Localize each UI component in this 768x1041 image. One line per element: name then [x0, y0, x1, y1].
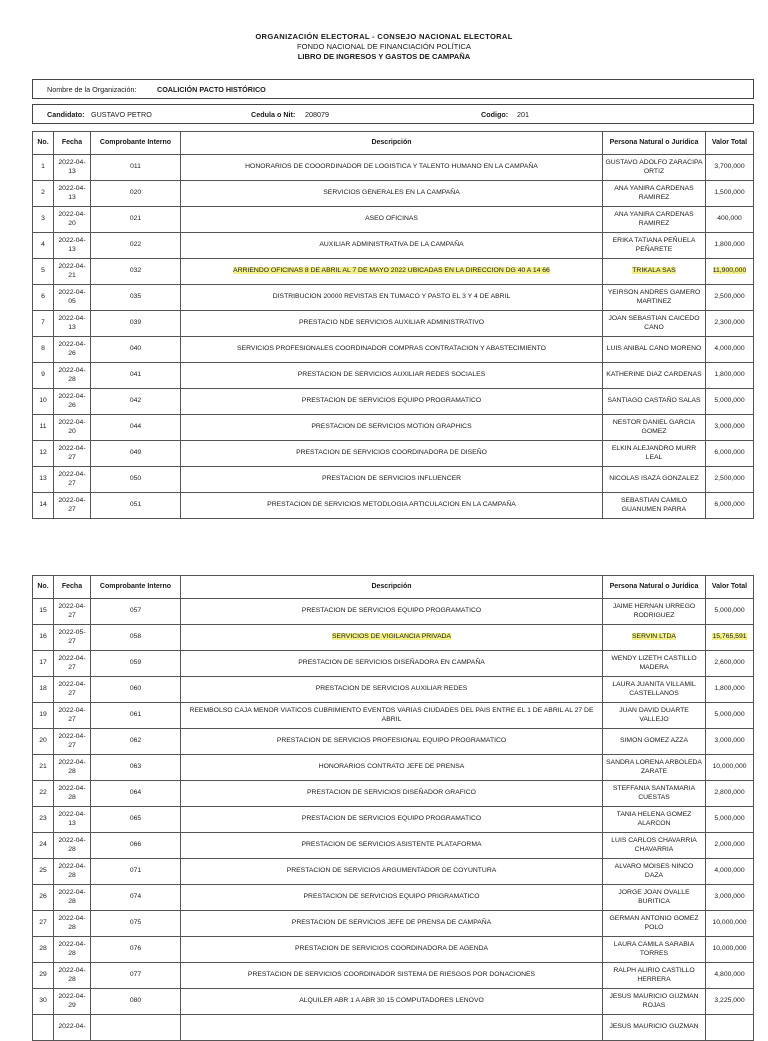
- row-description: PRESTACION DE SERVICIOS EQUIPO PROGRAMATICO: [181, 807, 603, 833]
- row-description-highlighted: SERVICIOS DE VIGILANCIA PRIVADA: [331, 633, 452, 641]
- row-description: DISTRIBUCION 20000 REVISTAS EN TUMACO Y PASTO EL 3 Y 4 DE ABRIL: [181, 285, 603, 311]
- table-row: [33, 1015, 754, 1041]
- row-voucher: [91, 1015, 181, 1041]
- codigo-value: 201: [517, 110, 529, 119]
- row-payee: NESTOR DANIEL GARCIA GOMEZ: [603, 415, 706, 441]
- row-voucher: 051: [91, 493, 181, 519]
- row-description: PRESTACION DE SERVICIOS EQUIPO PROGRAMATICO: [181, 599, 603, 625]
- row-amount: 4,000,000: [706, 859, 754, 885]
- col-comprobante: Comprobante Interno: [91, 132, 181, 155]
- row-number: 17: [33, 651, 54, 677]
- row-amount: 400,000: [706, 207, 754, 233]
- row-amount: 10,000,000: [706, 911, 754, 937]
- row-amount: 6,000,000: [706, 493, 754, 519]
- row-number: 25: [33, 859, 54, 885]
- col-no: No.: [33, 576, 54, 599]
- row-number: 22: [33, 781, 54, 807]
- row-voucher: 062: [91, 729, 181, 755]
- row-number: 5: [33, 259, 54, 285]
- row-description: HONORARIOS DE COOORDINADOR DE LOGISTICA Y TALENTO HUMANO EN LA CAMPAÑA: [181, 155, 603, 181]
- row-date: 2022-04-20: [54, 207, 91, 233]
- table-row: [33, 625, 754, 651]
- row-description: ALQUILER ABR 1 A ABR 30 15 COMPUTADORES LENOVO: [181, 989, 603, 1015]
- row-voucher: 050: [91, 467, 181, 493]
- row-date: 2022-04-27: [54, 729, 91, 755]
- row-voucher: 077: [91, 963, 181, 989]
- row-payee: GUSTAVO ADOLFO ZARACIPA ORTIZ: [603, 155, 706, 181]
- row-amount: 2,600,000: [706, 651, 754, 677]
- row-date: 2022-04-28: [54, 755, 91, 781]
- row-voucher: 039: [91, 311, 181, 337]
- col-valor: Valor Total: [706, 132, 754, 155]
- table-row: [33, 781, 754, 807]
- row-amount: 3,225,000: [706, 989, 754, 1015]
- row-voucher: 044: [91, 415, 181, 441]
- row-amount: 2,500,000: [706, 467, 754, 493]
- col-persona: Persona Natural o Jurídica: [603, 576, 706, 599]
- row-voucher: 066: [91, 833, 181, 859]
- row-amount: 2,300,000: [706, 311, 754, 337]
- row-description: PRESTACION DE SERVICIOS EQUIPO PROGRAMATICO: [181, 389, 603, 415]
- row-date: 2022-04-13: [54, 807, 91, 833]
- row-description: ASEO OFICINAS: [181, 207, 603, 233]
- row-date: 2022-04-27: [54, 599, 91, 625]
- table-row: [33, 285, 754, 311]
- row-description: PRESTACION DE SERVICIOS METODLOGIA ARTICULACION EN LA CAMPAÑA: [181, 493, 603, 519]
- row-payee: LUIS ANIBAL CANO MORENO: [603, 337, 706, 363]
- row-description: PRESTACION DE SERVICIOS INFLUENCER: [181, 467, 603, 493]
- codigo-label: Codigo:: [481, 110, 509, 119]
- row-amount: 1,500,000: [706, 181, 754, 207]
- row-payee: [603, 625, 706, 651]
- cedula-value: 208079: [305, 110, 329, 119]
- row-date: 2022-04-28: [54, 781, 91, 807]
- row-amount: 1,800,000: [706, 233, 754, 259]
- row-payee: SANDRA LORENA ARBOLEDA ZARATE: [603, 755, 706, 781]
- row-amount: 3,000,000: [706, 415, 754, 441]
- row-voucher: 021: [91, 207, 181, 233]
- row-date: 2022-04-27: [54, 493, 91, 519]
- table-header-row: [33, 132, 754, 155]
- row-payee: WENDY LIZETH CASTILLO MADERA: [603, 651, 706, 677]
- row-amount-highlighted: 11,900,000: [712, 267, 747, 275]
- table-row: [33, 677, 754, 703]
- row-payee: RALPH ALIRIO CASTILLO HERRERA: [603, 963, 706, 989]
- row-voucher: 061: [91, 703, 181, 729]
- table-row: [33, 989, 754, 1015]
- table-row: [33, 181, 754, 207]
- row-payee: [603, 259, 706, 285]
- row-amount: 5,000,000: [706, 807, 754, 833]
- row-date: 2022-04-28: [54, 885, 91, 911]
- row-payee-highlighted: TRIKALA SAS: [632, 267, 676, 275]
- row-amount: 3,000,000: [706, 729, 754, 755]
- expense-table-2: [32, 575, 754, 1041]
- table-row: [33, 833, 754, 859]
- header-line-3: LIBRO DE INGRESOS Y GASTOS DE CAMPAÑA: [297, 52, 471, 61]
- organization-label: Nombre de la Organización:: [47, 85, 137, 94]
- row-number: 4: [33, 233, 54, 259]
- table-row: [33, 911, 754, 937]
- row-number: 30: [33, 989, 54, 1015]
- row-payee: ANA YANIRA CARDENAS RAMIREZ: [603, 181, 706, 207]
- row-date: 2022-04-13: [54, 311, 91, 337]
- candidate-box: [32, 104, 754, 124]
- row-voucher: 065: [91, 807, 181, 833]
- row-number: 20: [33, 729, 54, 755]
- row-payee: KATHERINE DIAZ CARDENAS: [603, 363, 706, 389]
- col-descripcion: Descripción: [181, 576, 603, 599]
- row-number: 6: [33, 285, 54, 311]
- row-voucher: 071: [91, 859, 181, 885]
- row-number: 27: [33, 911, 54, 937]
- row-amount: 3,700,000: [706, 155, 754, 181]
- table-row: [33, 415, 754, 441]
- row-voucher: 040: [91, 337, 181, 363]
- row-number: 26: [33, 885, 54, 911]
- row-number: [33, 1015, 54, 1041]
- row-payee: ELKIN ALEJANDRO MURR LEAL: [603, 441, 706, 467]
- row-payee: LUIS CARLOS CHAVARRIA CHAVARRIA: [603, 833, 706, 859]
- row-payee: JESUS MAURICIO GUZMAN: [603, 1015, 706, 1041]
- row-payee: ERIKA TATIANA PEÑUELA PEÑARETE: [603, 233, 706, 259]
- row-date: 2022-04-20: [54, 415, 91, 441]
- row-number: 9: [33, 363, 54, 389]
- cedula-label: Cedula o Nit:: [251, 110, 296, 119]
- row-date: 2022-04-13: [54, 181, 91, 207]
- row-number: 13: [33, 467, 54, 493]
- row-description: PRESTACION DE SERVICIOS JEFE DE PRENSA DE CAMPAÑA: [181, 911, 603, 937]
- row-voucher: 020: [91, 181, 181, 207]
- col-valor: Valor Total: [706, 576, 754, 599]
- row-payee: SANTIAGO CASTAÑO SALAS: [603, 389, 706, 415]
- row-payee: NICOLAS ISAZA GONZALEZ: [603, 467, 706, 493]
- row-description: HONORARIOS CONTRATO JEFE DE PRENSA: [181, 755, 603, 781]
- row-voucher: 074: [91, 885, 181, 911]
- row-description-highlighted: ARRIENDO OFICINAS 8 DE ABRIL AL 7 DE MAYO 2022 UBICADAS EN LA DIRECCION DG 40 A 14 66: [233, 267, 550, 275]
- row-date: 2022-04-29: [54, 989, 91, 1015]
- row-description: SERVICIOS PROFESIONALES COORDINADOR COMPRAS CONTRATACION Y ABASTECIMIENTO: [181, 337, 603, 363]
- row-voucher: 059: [91, 651, 181, 677]
- table-row: [33, 651, 754, 677]
- row-payee: STEFFANIA SANTAMARIA CUESTAS: [603, 781, 706, 807]
- row-amount: 5,000,000: [706, 599, 754, 625]
- row-amount: 1,800,000: [706, 363, 754, 389]
- row-date: 2022-05-27: [54, 625, 91, 651]
- row-date: 2022-04-28: [54, 937, 91, 963]
- col-fecha: Fecha: [54, 576, 91, 599]
- row-payee: ALVARO MOISES NINCO DAZA: [603, 859, 706, 885]
- table-row: [33, 703, 754, 729]
- row-voucher: 042: [91, 389, 181, 415]
- row-payee: JUAN DAVID DUARTE VALLEJO: [603, 703, 706, 729]
- row-description: PRESTACION DE SERVICIOS AUXILIAR REDES SOCIALES: [181, 363, 603, 389]
- row-payee: LAURA CAMILA SARABIA TORRES: [603, 937, 706, 963]
- row-amount-highlighted: 15,765,591: [712, 633, 747, 641]
- row-amount: 6,000,000: [706, 441, 754, 467]
- row-voucher: 011: [91, 155, 181, 181]
- row-description: PRESTACION DE SERVICIOS AUXILIAR REDES: [181, 677, 603, 703]
- row-description: PRESTACIO NDE SERVICIOS AUXILIAR ADMINISTRATIVO: [181, 311, 603, 337]
- row-voucher: 057: [91, 599, 181, 625]
- row-description: [181, 1015, 603, 1041]
- header-line-1: ORGANIZACIÓN ELECTORAL - CONSEJO NACIONAL ELECTORAL: [255, 32, 513, 41]
- row-description: REEMBOLSO CAJA MENOR VIATICOS CUBRIMIENTO EVENTOS VARIAS CIUDADES DEL PAIS ENTRE EL 1 DE ABRIL AL 27 DE ABRIL: [181, 703, 603, 729]
- row-amount: 2,800,000: [706, 781, 754, 807]
- row-date: 2022-04-05: [54, 285, 91, 311]
- table-row: [33, 441, 754, 467]
- row-amount: 2,000,000: [706, 833, 754, 859]
- row-number: 10: [33, 389, 54, 415]
- row-number: 23: [33, 807, 54, 833]
- row-date: 2022-04-26: [54, 389, 91, 415]
- row-amount: 4,000,000: [706, 337, 754, 363]
- row-number: 15: [33, 599, 54, 625]
- row-date: 2022-04-27: [54, 703, 91, 729]
- row-voucher: 035: [91, 285, 181, 311]
- table-row: [33, 885, 754, 911]
- row-number: 24: [33, 833, 54, 859]
- row-date: 2022-04-21: [54, 259, 91, 285]
- row-amount: [706, 625, 754, 651]
- header-line-2: FONDO NACIONAL DE FINANCIACIÓN POLÍTICA: [297, 42, 471, 51]
- row-date: 2022-04-13: [54, 155, 91, 181]
- row-number: 21: [33, 755, 54, 781]
- row-amount: 3,000,000: [706, 885, 754, 911]
- row-number: 2: [33, 181, 54, 207]
- row-date: 2022-04-13: [54, 233, 91, 259]
- table-row: [33, 389, 754, 415]
- row-voucher: 063: [91, 755, 181, 781]
- expense-table-1: [32, 131, 754, 519]
- row-number: 29: [33, 963, 54, 989]
- row-description: AUXILIAR ADMINISTRATIVA DE LA CAMPAÑA: [181, 233, 603, 259]
- row-voucher: 058: [91, 625, 181, 651]
- row-payee: TANIA HELENA GOMEZ ALARCON: [603, 807, 706, 833]
- table-row: [33, 467, 754, 493]
- row-voucher: 049: [91, 441, 181, 467]
- table-row: [33, 963, 754, 989]
- row-description: [181, 625, 603, 651]
- organization-name: COALICIÓN PACTO HISTÓRICO: [157, 85, 266, 94]
- row-voucher: 060: [91, 677, 181, 703]
- table-row: [33, 859, 754, 885]
- row-payee: GERMAN ANTONIO GOMEZ POLO: [603, 911, 706, 937]
- row-voucher: 022: [91, 233, 181, 259]
- row-voucher: 064: [91, 781, 181, 807]
- row-voucher: 075: [91, 911, 181, 937]
- table-row: [33, 729, 754, 755]
- row-date: 2022-04-27: [54, 677, 91, 703]
- row-date: 2022-04-28: [54, 859, 91, 885]
- row-amount: 1,800,000: [706, 677, 754, 703]
- row-description: PRESTACION DE SERVICIOS PROFESIONAL EQUIPO PROGRAMATICO: [181, 729, 603, 755]
- row-date: 2022-04-28: [54, 963, 91, 989]
- row-date: 2022-04-28: [54, 363, 91, 389]
- row-description: PRESTACION DE SERVICIOS DISEÑADORA EN CAMPAÑA: [181, 651, 603, 677]
- table-row: [33, 259, 754, 285]
- row-description: PRESTACION DE SERVICIOS COORDINADOR SISTEMA DE RIESGOS POR DONACIONES: [181, 963, 603, 989]
- table-row: [33, 493, 754, 519]
- row-number: 11: [33, 415, 54, 441]
- row-payee: YEIRSON ANDRES GAMERO MARTINEZ: [603, 285, 706, 311]
- row-payee: JORGE JOAN OVALLE BURITICA: [603, 885, 706, 911]
- row-description: [181, 259, 603, 285]
- row-voucher: 080: [91, 989, 181, 1015]
- table-row: [33, 807, 754, 833]
- document-header: [0, 32, 768, 62]
- row-payee: ANA YANIRA CARDENAS RAMIREZ: [603, 207, 706, 233]
- row-description: PRESTACION DE SERVICIOS ASISTENTE PLATAFORMA: [181, 833, 603, 859]
- row-number: 1: [33, 155, 54, 181]
- row-description: PRESTACION DE SERVICIOS ARGUMENTADOR DE COYUNTURA: [181, 859, 603, 885]
- row-amount: [706, 259, 754, 285]
- table-header-row: [33, 576, 754, 599]
- table-row: [33, 363, 754, 389]
- row-number: 16: [33, 625, 54, 651]
- row-payee: JAIME HERNAN URREGO RODRIGUEZ: [603, 599, 706, 625]
- table-row: [33, 337, 754, 363]
- row-amount: 10,000,000: [706, 937, 754, 963]
- row-voucher: 041: [91, 363, 181, 389]
- row-voucher: 076: [91, 937, 181, 963]
- row-amount: [706, 1015, 754, 1041]
- row-number: 3: [33, 207, 54, 233]
- row-payee: SEBASTIAN CAMILO GUANUMEN PARRA: [603, 493, 706, 519]
- row-number: 8: [33, 337, 54, 363]
- row-payee: SIMON GOMEZ AZZA: [603, 729, 706, 755]
- row-payee: JOAN SEBASTIAN CAICEDO CANO: [603, 311, 706, 337]
- row-date: 2022-04-: [54, 1015, 91, 1041]
- row-description: PRESTACION DE SERVICIOS DISEÑADOR GRAFICO: [181, 781, 603, 807]
- row-date: 2022-04-26: [54, 337, 91, 363]
- row-date: 2022-04-28: [54, 833, 91, 859]
- row-amount: 2,500,000: [706, 285, 754, 311]
- row-date: 2022-04-27: [54, 651, 91, 677]
- row-date: 2022-04-27: [54, 467, 91, 493]
- table-row: [33, 937, 754, 963]
- row-voucher: 032: [91, 259, 181, 285]
- col-descripcion: Descripción: [181, 132, 603, 155]
- row-number: 14: [33, 493, 54, 519]
- row-payee-highlighted: SERVIN LTDA: [632, 633, 676, 641]
- row-description: PRESTACION DE SERVICIOS EQUIPO PRIGRAMATICO: [181, 885, 603, 911]
- row-number: 12: [33, 441, 54, 467]
- row-description: SERVICIOS GENERALES EN LA CAMPAÑA: [181, 181, 603, 207]
- row-description: PRESTACION DE SERVICIOS COORDINADORA DE AGENDA: [181, 937, 603, 963]
- col-comprobante: Comprobante Interno: [91, 576, 181, 599]
- table-row: [33, 207, 754, 233]
- col-fecha: Fecha: [54, 132, 91, 155]
- row-amount: 4,800,000: [706, 963, 754, 989]
- col-persona: Persona Natural o Jurídica: [603, 132, 706, 155]
- table-row: [33, 755, 754, 781]
- row-number: 18: [33, 677, 54, 703]
- candidate-name: GUSTAVO PETRO: [91, 110, 152, 119]
- row-number: 19: [33, 703, 54, 729]
- row-payee: JESUS MAURICIO GUZMAN ROJAS: [603, 989, 706, 1015]
- row-number: 28: [33, 937, 54, 963]
- organization-box: [32, 79, 754, 99]
- row-amount: 5,000,000: [706, 389, 754, 415]
- row-payee: LAURA JUANITA VILLAMIL CASTELLANOS: [603, 677, 706, 703]
- row-amount: 5,000,000: [706, 703, 754, 729]
- table-row: [33, 233, 754, 259]
- col-no: No.: [33, 132, 54, 155]
- row-description: PRESTACION DE SERVICIOS COORDINADORA DE DISEÑO: [181, 441, 603, 467]
- row-amount: 10,000,000: [706, 755, 754, 781]
- row-number: 7: [33, 311, 54, 337]
- table-row: [33, 311, 754, 337]
- table-row: [33, 155, 754, 181]
- table-row: [33, 599, 754, 625]
- candidate-label: Candidato:: [47, 110, 85, 119]
- row-description: PRESTACION DE SERVICIOS MOTION GRAPHICS: [181, 415, 603, 441]
- row-date: 2022-04-28: [54, 911, 91, 937]
- row-date: 2022-04-27: [54, 441, 91, 467]
